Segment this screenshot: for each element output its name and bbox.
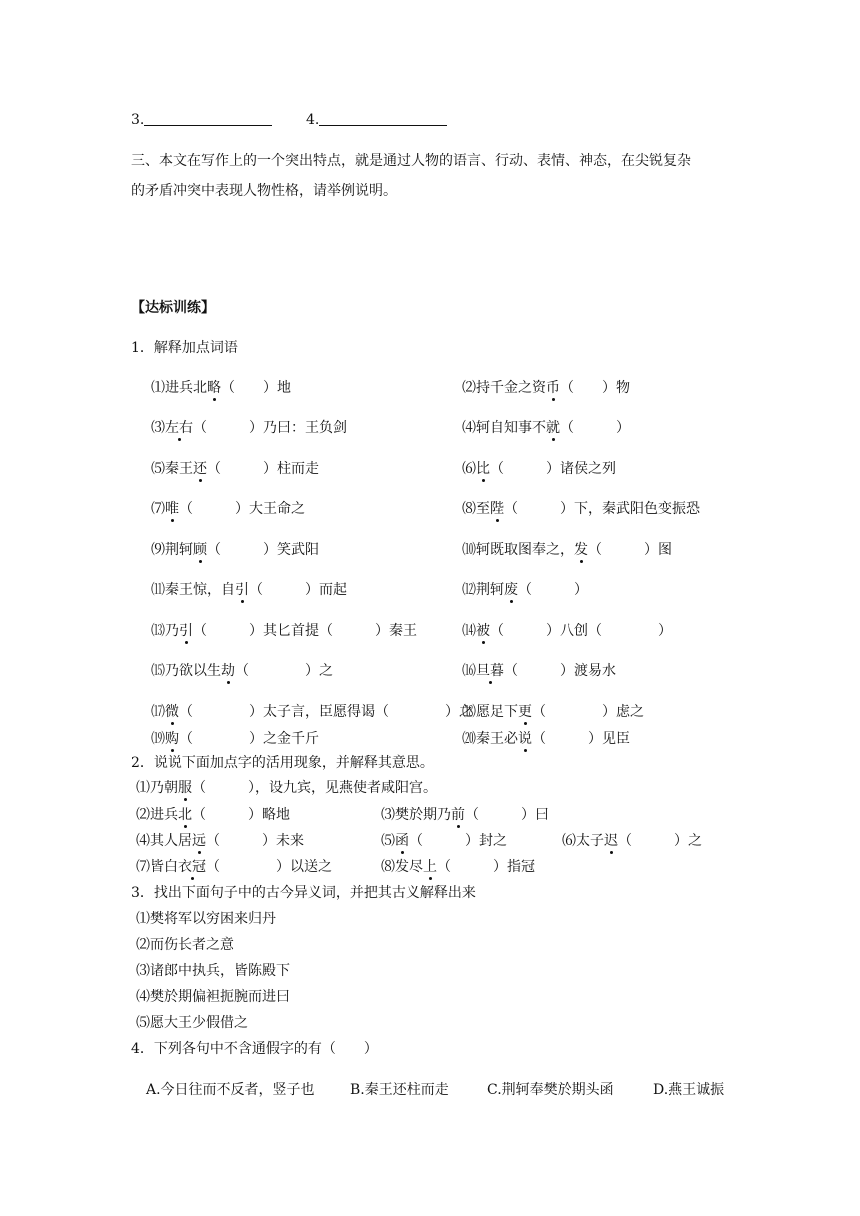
q4-option-c[interactable]: C.荆轲奉樊於期头函 (487, 1082, 614, 1098)
q1-item: ⑶左右（ ）乃曰：王负剑 (151, 420, 347, 436)
dotted-word: 旦暮 (476, 663, 504, 679)
section-title: 【达标训练】 (131, 300, 215, 316)
q1-item: ⑴进兵北略（ ）地 (151, 380, 291, 396)
q4-option-a[interactable]: A.今日往而不反者，竖子也 (146, 1082, 315, 1098)
q1-item: ⑼荆轲顾（ ）笑武阳 (151, 542, 319, 558)
blank-line[interactable] (319, 111, 447, 126)
q1-item: ⒅愿足下更（ ）虑之 (462, 704, 644, 720)
dotted-word: 比 (476, 461, 490, 477)
dotted-word: 略 (207, 380, 221, 396)
dotted-word: 微 (165, 704, 179, 720)
blank-label-3: 3. (131, 112, 145, 128)
answer-blank-4[interactable] (306, 110, 447, 130)
q2-item-3: ⑶樊於期乃前（ ）曰 (381, 807, 549, 823)
dotted-word: 说 (518, 731, 532, 747)
dotted-word: 唯 (165, 501, 179, 517)
dotted-word: 陛 (490, 501, 504, 517)
q3b-item-3: ⑶诸郎中执兵，皆陈殿下 (136, 963, 290, 979)
q2-title: 2．说说下面加点字的活用现象，并解释其意思。 (131, 755, 434, 771)
q1-item: ⑿荆轲废（ ） (462, 582, 588, 598)
q2-item-1: ⑴乃朝服（ ），设九宾，见燕使者咸阳宫。 (136, 780, 437, 796)
blank-line[interactable] (144, 111, 272, 126)
dotted-word: 购 (165, 731, 179, 747)
q3b-item-5: ⑸愿大王少假借之 (136, 1015, 248, 1031)
q3b-item-1: ⑴樊将军以穷困来归丹 (136, 911, 276, 927)
dotted-word: 发 (574, 542, 588, 558)
q1-item: ⑷轲自知事不就（ ） (462, 420, 630, 436)
q3b-title: 3．找出下面句子中的古今异义词，并把其古义解释出来 (131, 885, 476, 901)
answer-blank-3[interactable] (131, 110, 272, 130)
dotted-word: 引 (235, 582, 249, 598)
q4-option-d[interactable]: D.燕王诚振 (653, 1082, 725, 1098)
q1-item: ⒆购（ ）之金千斤 (151, 731, 319, 747)
q1-item: ⑸秦王还（ ）柱而走 (151, 461, 319, 477)
dotted-word: 废 (504, 582, 518, 598)
dotted-word: 引 (179, 623, 193, 639)
blank-label-4: 4. (306, 112, 320, 128)
dotted-word: 劫 (221, 663, 235, 679)
dotted-word: 还 (193, 461, 207, 477)
q2-item-4: ⑷其人居远（ ）未来 (136, 833, 304, 849)
q1-item: ⒇秦王必说（ ）见臣 (462, 731, 630, 747)
question-3-line1: 三、本文在写作上的一个突出特点，就是通过人物的语言、行动、表情、神态，在尖锐复杂 (131, 153, 691, 169)
q3b-item-2: ⑵而伤长者之意 (136, 937, 234, 953)
q1-item: ⒀乃引（ ）其匕首提（ ）秦王 (151, 623, 417, 639)
dotted-word: 左右 (165, 420, 193, 436)
q1-item: ⑻至陛（ ）下，秦武阳色变振恐 (462, 501, 700, 517)
q1-item: ⑽轲既取图奉之，发（ ）图 (462, 542, 672, 558)
q2-item-2: ⑵进兵北（ ）略地 (136, 807, 290, 823)
q2-item-7: ⑺皆白衣冠（ ）以送之 (136, 859, 332, 875)
dotted-word: 就 (546, 420, 560, 436)
q1-item: ⑾秦王惊，自引（ ）而起 (151, 582, 347, 598)
q1-item: ⒃旦暮（ ）渡易水 (462, 663, 616, 679)
question-3-line2: 的矛盾冲突中表现人物性格，请举例说明。 (131, 183, 397, 199)
q1-item: ⒂乃欲以生劫（ ）之 (151, 663, 333, 679)
q4-title: 4．下列各句中不含通假字的有（ ） (131, 1041, 378, 1057)
q2-item-8: ⑻发尽上（ ）指冠 (381, 859, 535, 875)
q1-title: 1．解释加点词语 (131, 340, 238, 356)
dotted-word: 被 (476, 623, 490, 639)
question-3-paragraph (131, 146, 731, 206)
q1-item: ⑵持千金之资币（ ）物 (462, 380, 630, 396)
q1-item: ⒁被（ ）八创（ ） (462, 623, 672, 639)
dotted-word: 顾 (193, 542, 207, 558)
q1-item: ⒄微（ ）太子言，臣愿得谒（ ）之 (151, 704, 473, 720)
dotted-word: 币 (546, 380, 560, 396)
q1-item: ⑹比（ ）诸侯之列 (462, 461, 616, 477)
q2-item-5: ⑸函（ ）封之 (381, 833, 507, 849)
dotted-word: 更 (518, 704, 532, 720)
q4-option-b[interactable]: B.秦王还柱而走 (350, 1082, 449, 1098)
q2-item-6: ⑹太子迟（ ）之 (562, 833, 702, 849)
q1-item: ⑺唯（ ）大王命之 (151, 501, 305, 517)
q3b-item-4: ⑷樊於期偏袒扼腕而进曰 (136, 989, 290, 1005)
